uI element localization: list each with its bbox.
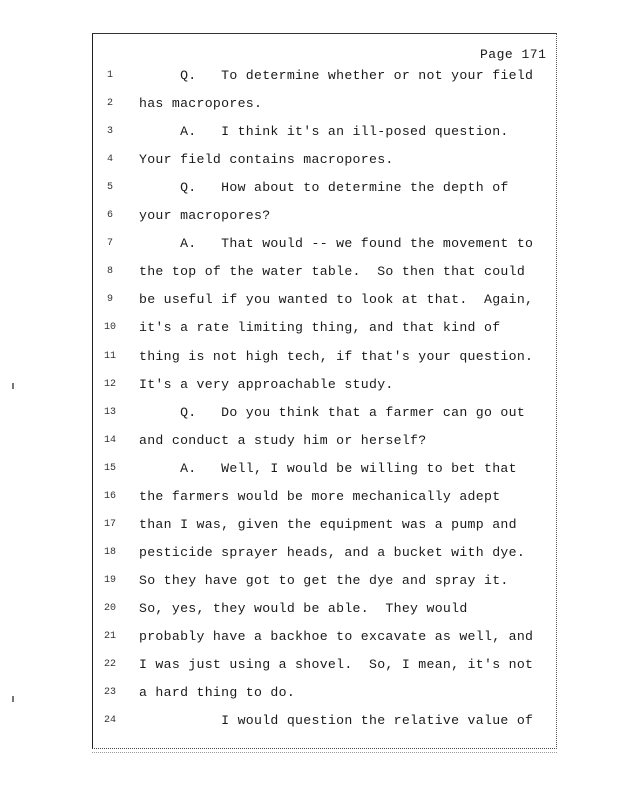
line-text: pesticide sprayer heads, and a bucket with dye.: [139, 544, 526, 560]
line-number: 9: [106, 294, 113, 306]
transcript-line: [0, 345, 618, 373]
transcript-line: [0, 204, 618, 232]
line-number: 22: [103, 659, 116, 671]
line-text: I was just using a shovel. So, I mean, it's not: [139, 657, 534, 673]
transcript-line: [0, 625, 618, 653]
line-text: A. I think it's an ill-posed question.: [139, 124, 509, 140]
line-number: 10: [103, 322, 116, 334]
line-text: the farmers would be more mechanically adept: [139, 488, 501, 504]
transcript-line: [0, 513, 618, 541]
line-text: A. Well, I would be willing to bet that: [139, 460, 517, 476]
transcript-line: [0, 653, 618, 681]
transcript-line: [0, 232, 618, 260]
line-number: 12: [103, 378, 116, 390]
line-text: I would question the relative value of: [139, 713, 534, 729]
line-number: 11: [103, 350, 116, 362]
line-text: So, yes, they would be able. They would: [139, 600, 468, 616]
transcript-line: [0, 288, 618, 316]
transcript-line: [0, 485, 618, 513]
transcript-line: [0, 373, 618, 401]
line-text: A. That would -- we found the movement to: [139, 236, 534, 252]
line-text: Q. Do you think that a farmer can go out: [139, 404, 526, 420]
line-number: 19: [103, 574, 116, 586]
line-text: it's a rate limiting thing, and that kind of: [139, 320, 501, 336]
line-text: the top of the water table. So then that could: [139, 264, 526, 280]
transcript-line: [0, 148, 618, 176]
line-text: Q. To determine whether or not your field: [139, 68, 534, 83]
transcript-line: [0, 457, 618, 485]
line-number: 3: [106, 126, 113, 138]
line-number: 17: [103, 518, 116, 530]
transcript-line: [0, 597, 618, 625]
transcript-line: [0, 429, 618, 457]
line-text: So they have got to get the dye and spray it.: [139, 572, 509, 588]
line-number: 14: [103, 434, 116, 446]
transcript-line: [0, 92, 618, 120]
line-text: and conduct a study him or herself?: [139, 432, 427, 448]
line-number: 24: [103, 715, 116, 727]
line-text: than I was, given the equipment was a pump and: [139, 516, 517, 532]
line-text: be useful if you wanted to look at that. Again,: [139, 292, 534, 308]
line-number: 2: [106, 98, 113, 110]
line-number: 1: [106, 70, 113, 81]
page-number: Page 171: [480, 47, 547, 62]
transcript-line: [0, 316, 618, 344]
line-number: 16: [103, 490, 116, 502]
margin-tick-mark: [12, 383, 14, 389]
line-text: has macropores.: [139, 96, 263, 112]
transcript-line: [0, 681, 618, 709]
line-text: your macropores?: [139, 208, 271, 224]
line-number: 6: [106, 210, 113, 222]
line-number: 8: [106, 266, 113, 278]
transcript-line: [0, 401, 618, 429]
line-number: 20: [103, 602, 116, 614]
line-number: 7: [106, 238, 113, 250]
line-number: 23: [103, 687, 116, 699]
transcript-line: [0, 176, 618, 204]
line-text: Q. How about to determine the depth of: [139, 180, 509, 196]
line-number: 5: [106, 182, 113, 194]
line-text: a hard thing to do.: [139, 685, 296, 701]
transcript-line: [0, 64, 618, 92]
line-text: Your field contains macropores.: [139, 152, 394, 168]
transcript-line: [0, 709, 618, 737]
transcript-line: [0, 541, 618, 569]
line-number: 15: [103, 462, 116, 474]
line-number: 4: [106, 154, 113, 166]
line-number: 13: [103, 406, 116, 418]
transcript-line: [0, 569, 618, 597]
line-number: 21: [103, 631, 116, 642]
line-number: 18: [103, 546, 116, 558]
line-text: probably have a backhoe to excavate as well, and: [139, 629, 534, 644]
line-text: thing is not high tech, if that's your question.: [139, 348, 534, 364]
scan-artifact-line: [92, 752, 557, 756]
transcript-line: [0, 120, 618, 148]
transcript-line: [0, 260, 618, 288]
line-text: It's a very approachable study.: [139, 376, 394, 392]
margin-tick-mark: [12, 696, 14, 702]
